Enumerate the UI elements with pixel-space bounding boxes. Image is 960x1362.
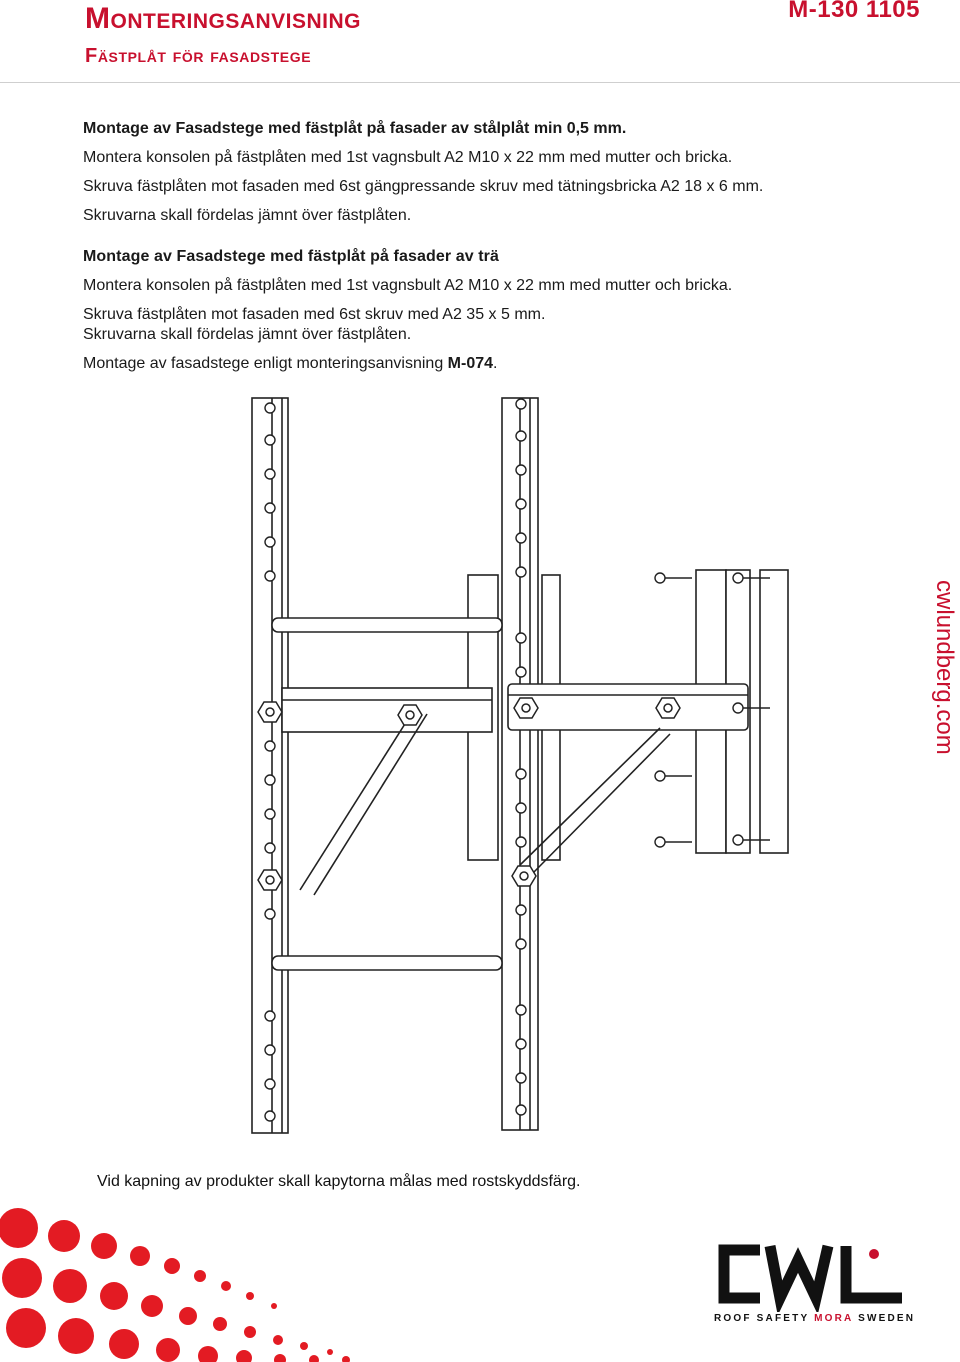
wood-line-2: Skruva fästplåten mot fasaden med 6st skruv med A2 35 x 5 mm. xyxy=(83,306,546,323)
bracket-arm-left xyxy=(282,688,492,732)
ladder-rung xyxy=(272,956,502,970)
document-title: Monteringsanvisning xyxy=(85,2,362,35)
website-vertical-text xyxy=(908,580,960,755)
website-text: cwlundberg.com xyxy=(931,580,958,755)
reference-code: M-074 xyxy=(447,355,494,372)
logo-tagline xyxy=(714,1313,915,1324)
steel-line-3: Skruvarna skall fördelas jämnt över fästplåten. xyxy=(83,207,412,224)
document-subtitle: Fästplåt för fasadstege xyxy=(85,45,312,67)
document-number: M-130 1105 xyxy=(788,0,920,23)
steel-heading: Montage av Fasadstege med fästplåt på fasader av stålplåt min 0,5 mm. xyxy=(83,120,627,137)
ladder-mounting-drawing xyxy=(230,390,810,1150)
reference-text: Montage av fasadstege enligt monteringsanvisning xyxy=(83,355,448,372)
steel-line-1: Montera konsolen på fästplåten med 1st vagnsbult A2 M10 x 22 mm med mutter och bricka. xyxy=(83,149,733,166)
wood-line-1: Montera konsolen på fästplåten med 1st vagnsbult A2 M10 x 22 mm med mutter och bricka. xyxy=(83,277,733,294)
steel-line-2: Skruva fästplåten mot fasaden med 6st gängpressande skruv med tätningsbricka A2 18 x 6 mm. xyxy=(83,178,764,195)
header-divider xyxy=(0,82,960,83)
wood-heading: Montage av Fasadstege med fästplåt på fasader av trä xyxy=(83,248,500,265)
bracket-arm-right xyxy=(508,684,748,730)
footnote: Vid kapning av produkter skall kapytorna målas med rostskyddsfärg. xyxy=(97,1173,581,1190)
cwl-logo xyxy=(710,1240,910,1312)
wood-line-3: Skruvarna skall fördelas jämnt över fästplåten. xyxy=(83,326,412,343)
reference-period: . xyxy=(493,355,498,372)
tagline-mora: MORA xyxy=(814,1313,854,1324)
tagline-sweden: SWEDEN xyxy=(853,1313,916,1324)
tagline-text: ROOF SAFETY xyxy=(714,1313,815,1324)
decorative-dot-pattern xyxy=(0,1200,560,1362)
ladder-rung xyxy=(272,618,502,632)
wood-reference xyxy=(83,355,497,373)
